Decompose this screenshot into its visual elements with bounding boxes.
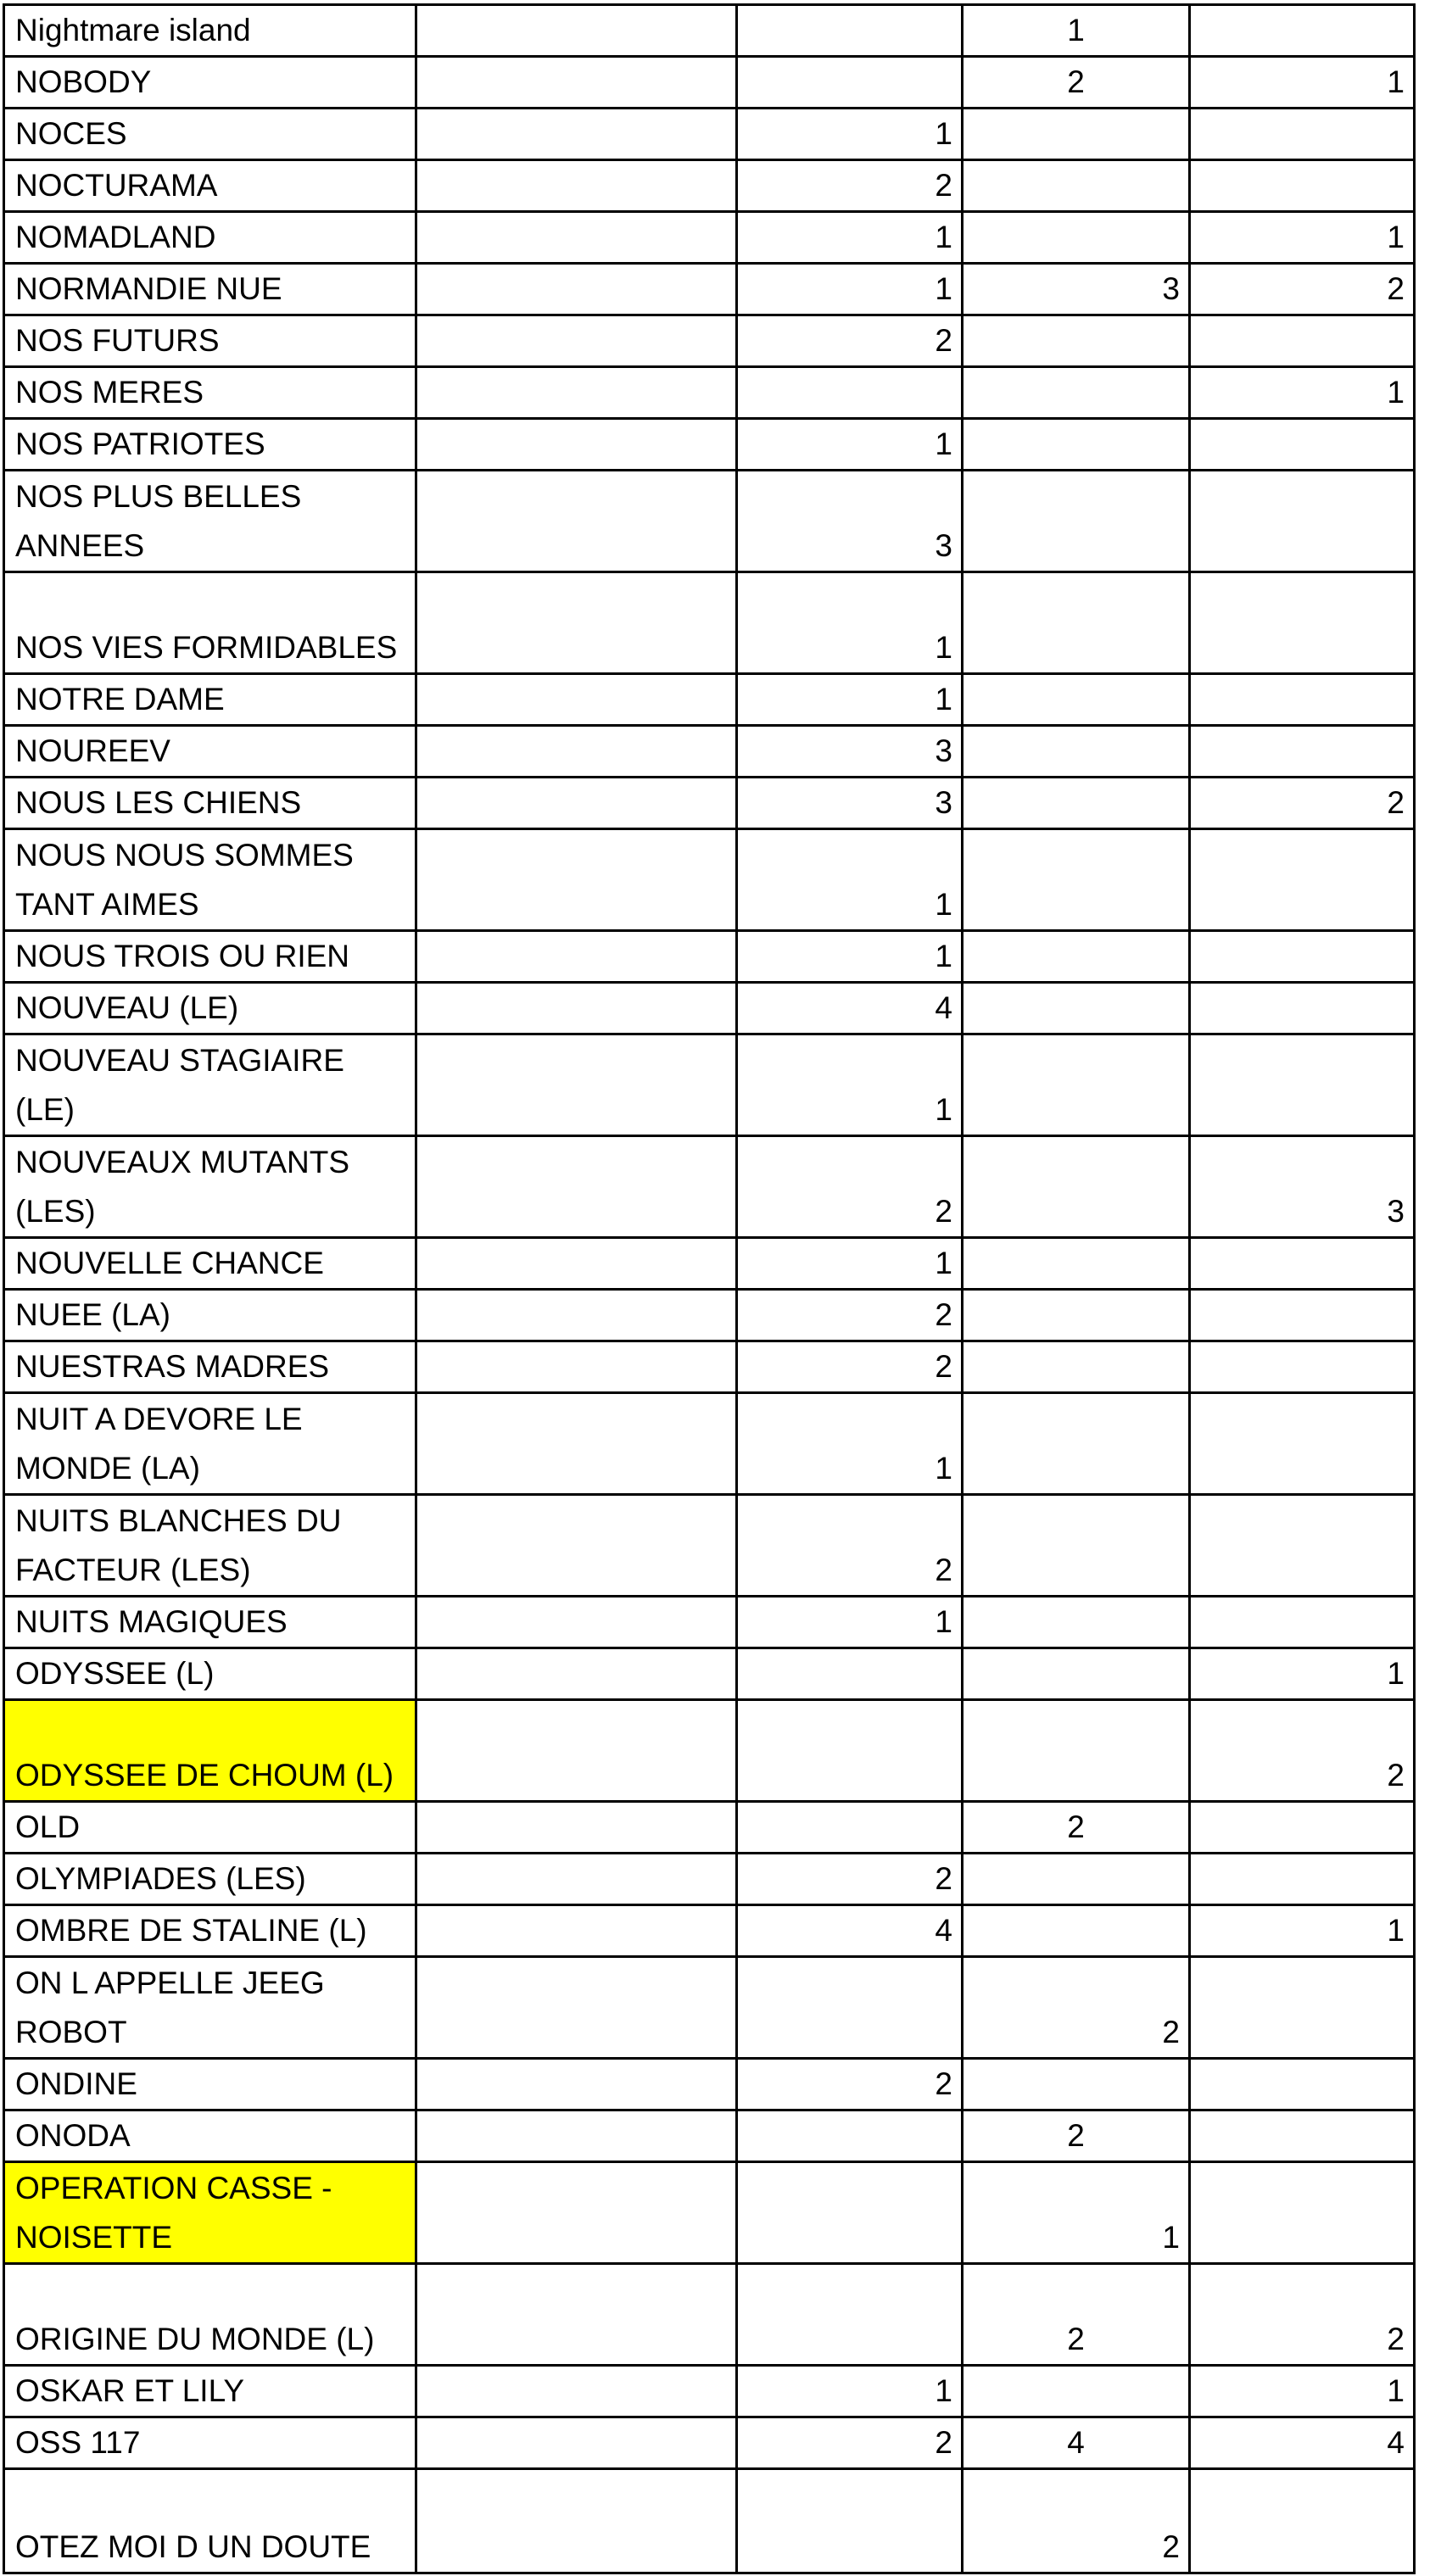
- empty-cell[interactable]: [417, 778, 738, 828]
- count-cell-e[interactable]: [1191, 1958, 1413, 2057]
- title-cell[interactable]: NUIT A DEVORE LE MONDE (LA): [5, 1394, 417, 1493]
- title-cell[interactable]: NOS FUTURS: [5, 316, 417, 365]
- count-cell-d[interactable]: [963, 1137, 1191, 1236]
- table-row: [5, 420, 1413, 471]
- table-row: [5, 1803, 1413, 1854]
- count-cell-d[interactable]: [963, 984, 1191, 1033]
- table-row: [5, 830, 1413, 932]
- count-cell-e[interactable]: [1191, 2470, 1413, 2572]
- count-cell-c[interactable]: 2: [738, 1342, 963, 1391]
- count-cell-c[interactable]: 3: [738, 727, 963, 776]
- count-cell-c[interactable]: [738, 2265, 963, 2364]
- count-cell-d[interactable]: [963, 1035, 1191, 1135]
- count-cell-e[interactable]: [1191, 2163, 1413, 2262]
- title-cell[interactable]: NOS VIES FORMIDABLES: [5, 573, 417, 672]
- count-cell-c[interactable]: 2: [738, 1496, 963, 1595]
- title-cell[interactable]: NOCES: [5, 109, 417, 159]
- count-cell-c[interactable]: 2: [738, 316, 963, 365]
- empty-cell[interactable]: [417, 1342, 738, 1391]
- count-cell-e[interactable]: [1191, 675, 1413, 724]
- count-cell-d[interactable]: [963, 1649, 1191, 1698]
- title-cell[interactable]: Nightmare island: [5, 6, 417, 55]
- count-cell-e[interactable]: [1191, 932, 1413, 981]
- count-cell-e[interactable]: 2: [1387, 1758, 1405, 1793]
- count-cell-c[interactable]: [738, 2470, 963, 2572]
- title-cell[interactable]: NOMADLAND: [5, 213, 417, 262]
- empty-cell[interactable]: [417, 727, 738, 776]
- empty-cell[interactable]: [417, 932, 738, 981]
- title-cell[interactable]: NUESTRAS MADRES: [5, 1342, 417, 1391]
- empty-cell[interactable]: [417, 2060, 738, 2109]
- count-cell-d[interactable]: 2: [963, 2111, 1191, 2161]
- title-cell[interactable]: OSS 117: [5, 2418, 417, 2467]
- count-cell-c[interactable]: 1: [738, 420, 963, 469]
- count-cell-d[interactable]: 1: [963, 2163, 1191, 2262]
- count-cell-e[interactable]: 1: [1387, 2373, 1405, 2408]
- table-row: [5, 1239, 1413, 1291]
- empty-cell[interactable]: [417, 1035, 738, 1135]
- count-cell-e[interactable]: 1: [1387, 1913, 1405, 1948]
- empty-cell[interactable]: [417, 830, 738, 929]
- table-row: [5, 368, 1413, 420]
- empty-cell[interactable]: [417, 573, 738, 672]
- title-cell[interactable]: NOUVEAU (LE): [5, 984, 417, 1033]
- count-cell-d[interactable]: [963, 1342, 1191, 1391]
- count-cell-c[interactable]: 1: [738, 2367, 963, 2416]
- table-row: [5, 1854, 1413, 1906]
- empty-cell[interactable]: [417, 265, 738, 314]
- count-cell-e[interactable]: [1191, 1239, 1413, 1288]
- empty-cell[interactable]: [417, 109, 738, 159]
- count-cell-d[interactable]: 2: [963, 1958, 1191, 2057]
- count-cell-e[interactable]: 4: [1387, 2425, 1405, 2460]
- count-cell-c[interactable]: 2: [738, 2418, 963, 2467]
- count-cell-d[interactable]: [963, 1597, 1191, 1647]
- empty-cell[interactable]: [417, 1137, 738, 1236]
- count-cell-d[interactable]: [963, 2060, 1191, 2109]
- count-cell-c[interactable]: 1: [738, 573, 963, 672]
- empty-cell[interactable]: [417, 6, 738, 55]
- count-cell-d[interactable]: [963, 1906, 1191, 1955]
- table-row: [5, 265, 1413, 316]
- count-cell-c[interactable]: [738, 1701, 963, 1800]
- title-cell[interactable]: NOTRE DAME: [5, 675, 417, 724]
- count-cell-e[interactable]: [1191, 2060, 1413, 2109]
- title-cell[interactable]: NOUS TROIS OU RIEN: [5, 932, 417, 981]
- empty-cell[interactable]: [417, 2111, 738, 2161]
- count-cell-e[interactable]: [1191, 6, 1413, 55]
- table-row: [5, 573, 1413, 675]
- count-cell-d[interactable]: [963, 1701, 1191, 1800]
- title-cell[interactable]: NOUS LES CHIENS: [5, 778, 417, 828]
- empty-cell[interactable]: [417, 2163, 738, 2262]
- title-cell[interactable]: ONODA: [5, 2111, 417, 2161]
- empty-cell[interactable]: [417, 1958, 738, 2057]
- table-row: [5, 778, 1413, 830]
- count-cell-c[interactable]: 4: [738, 984, 963, 1033]
- empty-cell[interactable]: [417, 1496, 738, 1595]
- count-cell-d[interactable]: [963, 471, 1191, 571]
- count-cell-c[interactable]: [738, 2163, 963, 2262]
- count-cell-c[interactable]: 1: [738, 1597, 963, 1647]
- empty-cell[interactable]: [417, 1803, 738, 1852]
- count-cell-e[interactable]: 3: [1387, 1194, 1405, 1229]
- title-cell[interactable]: OSKAR ET LILY: [5, 2367, 417, 2416]
- table-row: [5, 932, 1413, 984]
- table-row: [5, 2265, 1413, 2367]
- count-cell-d[interactable]: [963, 1291, 1191, 1340]
- count-cell-d[interactable]: [963, 1854, 1191, 1904]
- title-cell[interactable]: OMBRE DE STALINE (L): [5, 1906, 417, 1955]
- count-cell-e[interactable]: [1191, 1803, 1413, 1852]
- count-cell-c[interactable]: 1: [738, 213, 963, 262]
- count-cell-d[interactable]: [963, 727, 1191, 776]
- title-cell[interactable]: NUEE (LA): [5, 1291, 417, 1340]
- title-cell[interactable]: ORIGINE DU MONDE (L): [5, 2265, 417, 2364]
- count-cell-e[interactable]: [1191, 1597, 1413, 1647]
- table-row: [5, 1291, 1413, 1342]
- count-cell-e[interactable]: [1191, 830, 1413, 929]
- title-cell[interactable]: NOUVEAUX MUTANTS (LES): [5, 1137, 417, 1236]
- title-cell[interactable]: NOUVEAU STAGIAIRE (LE): [5, 1035, 417, 1135]
- table-row: [5, 1342, 1413, 1394]
- table-row: [5, 1137, 1413, 1239]
- table-row: [5, 2111, 1413, 2163]
- count-cell-e[interactable]: 2: [1387, 271, 1405, 306]
- empty-cell[interactable]: [417, 1291, 738, 1340]
- count-cell-e[interactable]: [1191, 1035, 1413, 1135]
- count-cell-d[interactable]: [963, 830, 1191, 929]
- count-cell-d[interactable]: [963, 109, 1191, 159]
- count-cell-e[interactable]: [1191, 727, 1413, 776]
- table-row: [5, 6, 1413, 58]
- count-cell-c[interactable]: [738, 2111, 963, 2161]
- table-row: [5, 1649, 1413, 1701]
- count-cell-e[interactable]: 1: [1387, 64, 1405, 99]
- count-cell-d[interactable]: [963, 573, 1191, 672]
- empty-cell[interactable]: [417, 1597, 738, 1647]
- count-cell-c[interactable]: 2: [738, 161, 963, 210]
- count-cell-d[interactable]: [963, 420, 1191, 469]
- count-cell-c[interactable]: 1: [738, 830, 963, 929]
- count-cell-d[interactable]: [963, 213, 1191, 262]
- empty-cell[interactable]: [417, 471, 738, 571]
- count-cell-d[interactable]: [963, 316, 1191, 365]
- title-cell[interactable]: ONDINE: [5, 2060, 417, 2109]
- count-cell-e[interactable]: 2: [1387, 2322, 1405, 2356]
- title-cell[interactable]: ODYSSEE DE CHOUM (L): [5, 1701, 417, 1800]
- count-cell-d[interactable]: 2: [963, 58, 1191, 107]
- count-cell-c[interactable]: [738, 1803, 963, 1852]
- title-cell[interactable]: OLD: [5, 1803, 417, 1852]
- count-cell-d[interactable]: [963, 778, 1191, 828]
- table-row: [5, 984, 1413, 1035]
- count-cell-e[interactable]: 1: [1387, 1656, 1405, 1691]
- title-cell[interactable]: OTEZ MOI D UN DOUTE: [5, 2470, 417, 2572]
- count-cell-d[interactable]: 2: [963, 2265, 1191, 2364]
- empty-cell[interactable]: [417, 2367, 738, 2416]
- count-cell-e[interactable]: 1: [1387, 220, 1405, 254]
- title-cell[interactable]: NOUS NOUS SOMMES TANT AIMES: [5, 830, 417, 929]
- table-row: [5, 2367, 1413, 2418]
- spreadsheet-grid: [3, 3, 1416, 2574]
- table-row: [5, 1958, 1413, 2060]
- count-cell-e[interactable]: 1: [1387, 375, 1405, 410]
- title-cell[interactable]: NUITS BLANCHES DU FACTEUR (LES): [5, 1496, 417, 1595]
- count-cell-c[interactable]: 3: [738, 471, 963, 571]
- count-cell-e[interactable]: [1191, 573, 1413, 672]
- empty-cell[interactable]: [417, 984, 738, 1033]
- count-cell-d[interactable]: 2: [963, 1803, 1191, 1852]
- table-row: [5, 2060, 1413, 2111]
- table-row: [5, 1906, 1413, 1958]
- count-cell-e[interactable]: [1191, 1394, 1413, 1493]
- count-cell-e[interactable]: [1191, 2111, 1413, 2161]
- count-cell-c[interactable]: 2: [738, 2060, 963, 2109]
- count-cell-c[interactable]: 4: [738, 1906, 963, 1955]
- empty-cell[interactable]: [417, 213, 738, 262]
- table-row: [5, 727, 1413, 778]
- title-cell[interactable]: OLYMPIADES (LES): [5, 1854, 417, 1904]
- count-cell-e[interactable]: [1191, 316, 1413, 365]
- title-cell[interactable]: NOCTURAMA: [5, 161, 417, 210]
- count-cell-c[interactable]: 1: [738, 1035, 963, 1135]
- count-cell-d[interactable]: [963, 2367, 1191, 2416]
- count-cell-e[interactable]: [1191, 1496, 1413, 1595]
- count-cell-c[interactable]: 1: [738, 109, 963, 159]
- table-row: [5, 1597, 1413, 1649]
- count-cell-c[interactable]: 3: [738, 778, 963, 828]
- count-cell-e[interactable]: [1191, 984, 1413, 1033]
- count-cell-c[interactable]: 2: [738, 1291, 963, 1340]
- count-cell-e[interactable]: [1191, 420, 1413, 469]
- title-cell[interactable]: NOS PATRIOTES: [5, 420, 417, 469]
- table-row: [5, 1701, 1413, 1803]
- count-cell-d[interactable]: 3: [963, 265, 1191, 314]
- count-cell-e[interactable]: [1191, 471, 1413, 571]
- empty-cell[interactable]: [417, 368, 738, 417]
- empty-cell[interactable]: [417, 2470, 738, 2572]
- count-cell-d[interactable]: [963, 1239, 1191, 1288]
- title-cell[interactable]: NOBODY: [5, 58, 417, 107]
- count-cell-e[interactable]: [1191, 161, 1413, 210]
- empty-cell[interactable]: [417, 420, 738, 469]
- count-cell-d[interactable]: [963, 675, 1191, 724]
- count-cell-d[interactable]: 4: [963, 2418, 1191, 2467]
- count-cell-c[interactable]: [738, 6, 963, 55]
- count-cell-e[interactable]: [1191, 109, 1413, 159]
- count-cell-e[interactable]: 2: [1387, 785, 1405, 820]
- empty-cell[interactable]: [417, 161, 738, 210]
- count-cell-d[interactable]: [963, 1496, 1191, 1595]
- count-cell-d[interactable]: [963, 1394, 1191, 1493]
- count-cell-e[interactable]: [1191, 1342, 1413, 1391]
- table-row: [5, 2418, 1413, 2470]
- empty-cell[interactable]: [417, 1906, 738, 1955]
- count-cell-c[interactable]: 1: [738, 675, 963, 724]
- table-row: [5, 2470, 1413, 2572]
- table-row: [5, 675, 1413, 727]
- count-cell-c[interactable]: 1: [738, 1239, 963, 1288]
- title-cell[interactable]: NUITS MAGIQUES: [5, 1597, 417, 1647]
- table-row: [5, 1394, 1413, 1496]
- count-cell-c[interactable]: [738, 1958, 963, 2057]
- title-cell[interactable]: NOS PLUS BELLES ANNEES: [5, 471, 417, 571]
- table-row: [5, 471, 1413, 573]
- empty-cell[interactable]: [417, 675, 738, 724]
- table-row: [5, 2163, 1413, 2265]
- empty-cell[interactable]: [417, 58, 738, 107]
- empty-cell[interactable]: [417, 1394, 738, 1493]
- title-cell[interactable]: NOUREEV: [5, 727, 417, 776]
- title-cell[interactable]: ON L APPELLE JEEG ROBOT: [5, 1958, 417, 2057]
- table-row: [5, 1496, 1413, 1597]
- title-cell[interactable]: OPERATION CASSE - NOISETTE: [5, 2163, 417, 2262]
- count-cell-c[interactable]: 1: [738, 265, 963, 314]
- count-cell-e[interactable]: [1191, 1854, 1413, 1904]
- count-cell-d[interactable]: 2: [963, 2470, 1191, 2572]
- count-cell-c[interactable]: [738, 58, 963, 107]
- count-cell-c[interactable]: 2: [738, 1854, 963, 1904]
- title-cell[interactable]: NOS MERES: [5, 368, 417, 417]
- table-row: [5, 161, 1413, 213]
- count-cell-c[interactable]: [738, 368, 963, 417]
- empty-cell[interactable]: [417, 316, 738, 365]
- empty-cell[interactable]: [417, 1239, 738, 1288]
- empty-cell[interactable]: [417, 2418, 738, 2467]
- table-row: [5, 58, 1413, 109]
- empty-cell[interactable]: [417, 1701, 738, 1800]
- count-cell-e[interactable]: [1191, 1291, 1413, 1340]
- title-cell[interactable]: NOUVELLE CHANCE: [5, 1239, 417, 1288]
- title-cell[interactable]: NORMANDIE NUE: [5, 265, 417, 314]
- table-row: [5, 316, 1413, 368]
- count-cell-c[interactable]: [738, 1649, 963, 1698]
- table-row: [5, 213, 1413, 265]
- count-cell-c[interactable]: 1: [738, 932, 963, 981]
- table-row: [5, 109, 1413, 161]
- empty-cell[interactable]: [417, 1854, 738, 1904]
- empty-cell[interactable]: [417, 1649, 738, 1698]
- count-cell-d[interactable]: [963, 368, 1191, 417]
- empty-cell[interactable]: [417, 2265, 738, 2364]
- count-cell-d[interactable]: 1: [963, 6, 1191, 55]
- title-cell[interactable]: ODYSSEE (L): [5, 1649, 417, 1698]
- count-cell-d[interactable]: [963, 932, 1191, 981]
- count-cell-c[interactable]: 1: [738, 1394, 963, 1493]
- count-cell-c[interactable]: 2: [738, 1137, 963, 1236]
- table-row: [5, 1035, 1413, 1137]
- count-cell-d[interactable]: [963, 161, 1191, 210]
